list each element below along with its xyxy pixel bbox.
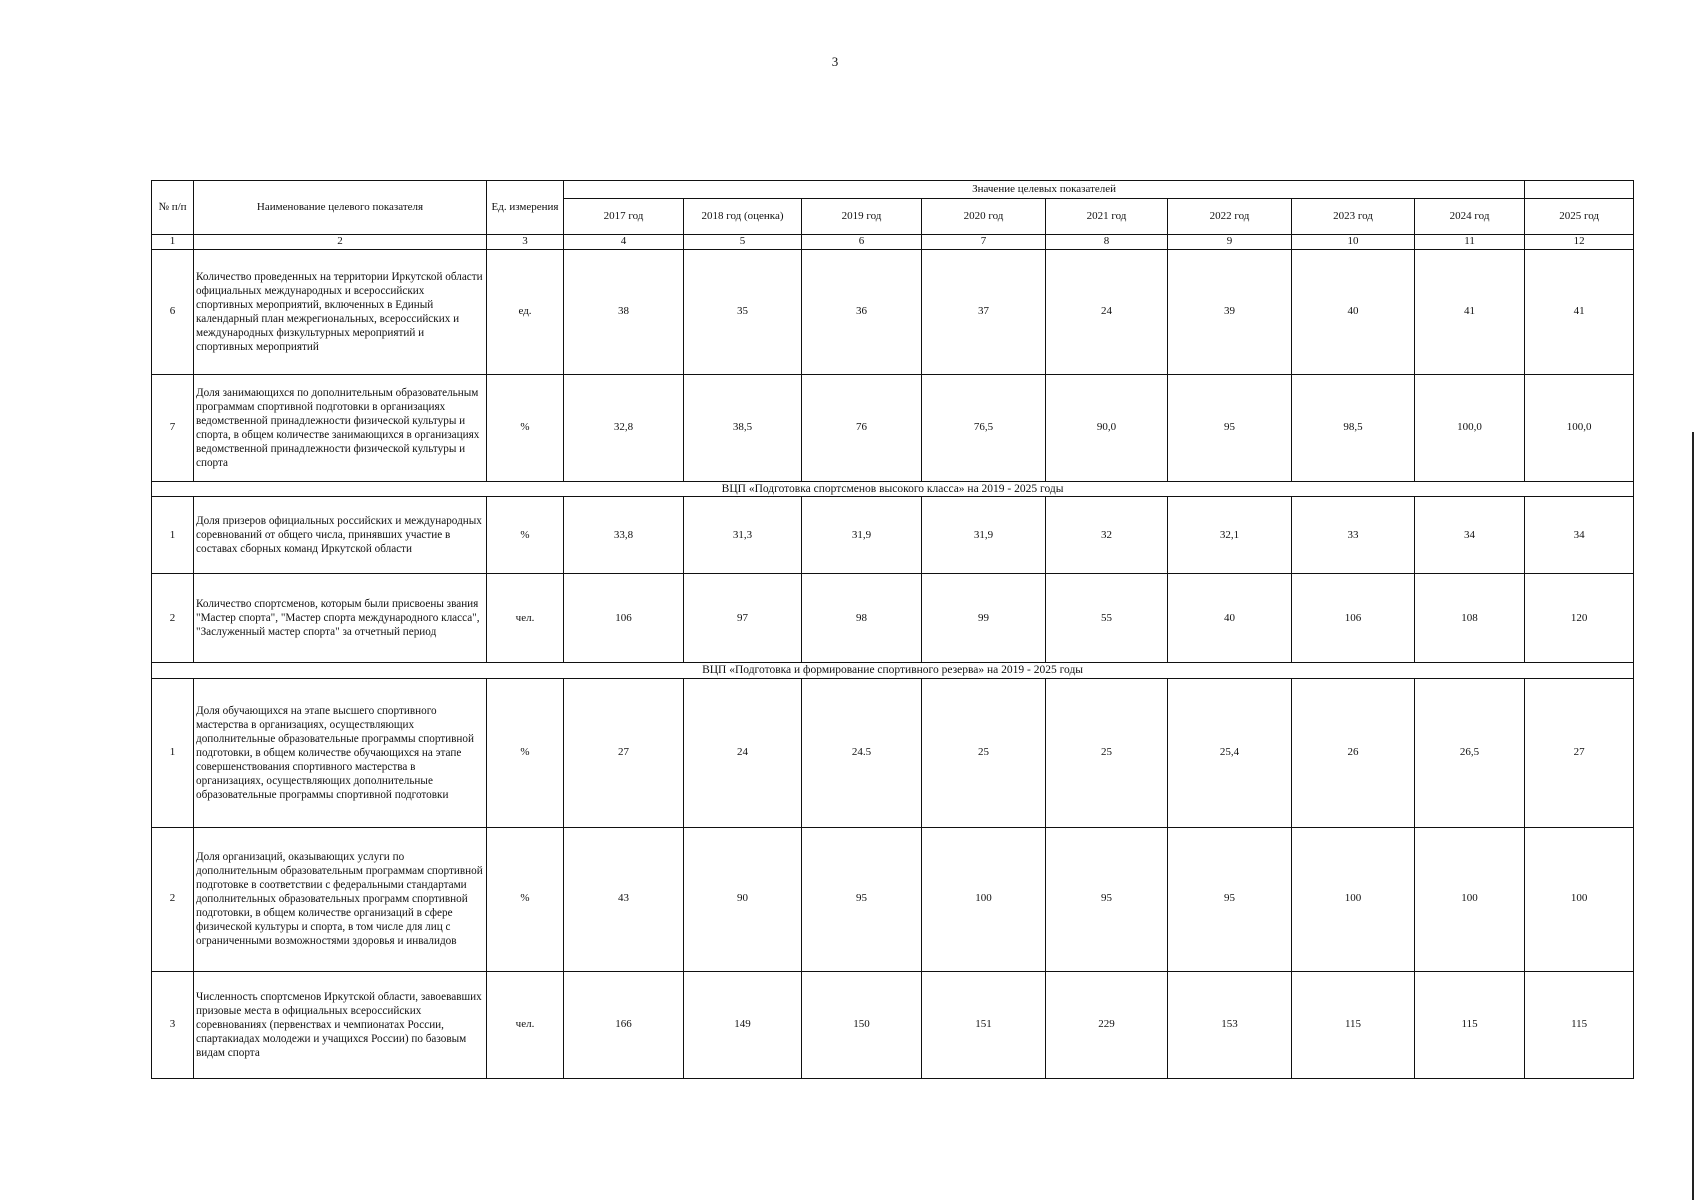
value-cell: 40 xyxy=(1292,250,1415,375)
value-cell: 40 xyxy=(1168,574,1292,663)
indicator-name: Доля обучающихся на этапе высшего спортивного мастерства в организациях, осуществляющих дополнительные образовательные программы спортивной подготовки, в общем количестве обучающихся на этапе совершенствования спортивного мастерства в организациях, осуществляющих дополнительные образовательные программы спортивной подготовки xyxy=(194,678,487,827)
header-year: 2019 год xyxy=(802,199,922,235)
table-row xyxy=(152,678,1634,827)
table-row xyxy=(152,375,1634,482)
value-cell: 100 xyxy=(1415,827,1525,971)
column-number: 11 xyxy=(1415,235,1525,250)
value-cell: 33,8 xyxy=(564,497,684,574)
indicator-name: Доля организаций, оказывающих услуги по дополнительным образовательным программам спортивной подготовке в соответствии с федеральными стандартами дополнительных образовательных программ спортивной подготовки, в общем количестве организаций в сфере физической культуры и спорта, в том числе для лиц с ограниченными возможностями здоровья и инвалидов xyxy=(194,827,487,971)
value-cell: 41 xyxy=(1415,250,1525,375)
table-row xyxy=(152,250,1634,375)
column-number: 5 xyxy=(684,235,802,250)
value-cell: 95 xyxy=(802,827,922,971)
column-number: 4 xyxy=(564,235,684,250)
value-cell: 33 xyxy=(1292,497,1415,574)
value-cell: 100,0 xyxy=(1415,375,1525,482)
value-cell: 32,8 xyxy=(564,375,684,482)
value-cell: 24.5 xyxy=(802,678,922,827)
column-number: 8 xyxy=(1046,235,1168,250)
value-cell: 25,4 xyxy=(1168,678,1292,827)
value-cell: 32 xyxy=(1046,497,1168,574)
value-cell: 24 xyxy=(684,678,802,827)
indicators-table xyxy=(151,180,1634,1079)
section-title: ВЦП «Подготовка и формирование спортивного резерва» на 2019 - 2025 годы xyxy=(152,663,1634,678)
indicator-name: Доля занимающихся по дополнительным образовательным программам спортивной подготовки в организациях ведомственной принадлежности физической культуры и спорта, в общем количестве занимающихся в организациях ведомственной принадлежности физической культуры и спорта xyxy=(194,375,487,482)
header-year: 2023 год xyxy=(1292,199,1415,235)
value-cell: 99 xyxy=(922,574,1046,663)
row-number: 1 xyxy=(152,678,194,827)
value-cell: 108 xyxy=(1415,574,1525,663)
header-year: 2020 год xyxy=(922,199,1046,235)
value-cell: 90,0 xyxy=(1046,375,1168,482)
value-cell: 31,3 xyxy=(684,497,802,574)
value-cell: 43 xyxy=(564,827,684,971)
value-cell: 76,5 xyxy=(922,375,1046,482)
value-cell: 26,5 xyxy=(1415,678,1525,827)
unit-cell: % xyxy=(487,678,564,827)
unit-cell: % xyxy=(487,375,564,482)
value-cell: 38 xyxy=(564,250,684,375)
indicator-name: Численность спортсменов Иркутской области, завоевавших призовые места в официальных всероссийских соревнованиях (первенствах и чемпионатах России, спартакиадах молодежи и учащихся России) по базовым видам спорта xyxy=(194,971,487,1078)
unit-cell: чел. xyxy=(487,574,564,663)
value-cell: 95 xyxy=(1168,375,1292,482)
row-number: 1 xyxy=(152,497,194,574)
indicator-name: Доля призеров официальных российских и международных соревнований от общего числа, принявших участие в составах сборных команд Иркутской области xyxy=(194,497,487,574)
column-numbers-row xyxy=(152,235,1634,250)
value-cell: 115 xyxy=(1292,971,1415,1078)
value-cell: 27 xyxy=(564,678,684,827)
value-cell: 98,5 xyxy=(1292,375,1415,482)
row-number: 2 xyxy=(152,574,194,663)
value-cell: 150 xyxy=(802,971,922,1078)
scan-edge-line xyxy=(1692,432,1694,1200)
header-year: 2024 год xyxy=(1415,199,1525,235)
value-cell: 35 xyxy=(684,250,802,375)
header-year: 2021 год xyxy=(1046,199,1168,235)
value-cell: 98 xyxy=(802,574,922,663)
value-cell: 97 xyxy=(684,574,802,663)
value-cell: 25 xyxy=(922,678,1046,827)
indicator-name: Количество спортсменов, которым были присвоены звания "Мастер спорта", "Мастер спорта международного класса", "Заслуженный мастер спорта" за отчетный период xyxy=(194,574,487,663)
header-unit: Ед. измерения xyxy=(487,181,564,235)
value-cell: 151 xyxy=(922,971,1046,1078)
unit-cell: % xyxy=(487,827,564,971)
header-blank xyxy=(1525,181,1634,199)
table-row xyxy=(152,827,1634,971)
value-cell: 95 xyxy=(1046,827,1168,971)
value-cell: 31,9 xyxy=(922,497,1046,574)
column-number: 6 xyxy=(802,235,922,250)
value-cell: 115 xyxy=(1525,971,1634,1078)
column-number: 7 xyxy=(922,235,1046,250)
unit-cell: чел. xyxy=(487,971,564,1078)
column-number: 10 xyxy=(1292,235,1415,250)
value-cell: 106 xyxy=(564,574,684,663)
value-cell: 120 xyxy=(1525,574,1634,663)
value-cell: 32,1 xyxy=(1168,497,1292,574)
value-cell: 27 xyxy=(1525,678,1634,827)
column-number: 12 xyxy=(1525,235,1634,250)
row-number: 7 xyxy=(152,375,194,482)
header-values-group: Значение целевых показателей xyxy=(564,181,1525,199)
header-year: 2017 год xyxy=(564,199,684,235)
value-cell: 34 xyxy=(1415,497,1525,574)
section-row xyxy=(152,663,1634,678)
header-name: Наименование целевого показателя xyxy=(194,181,487,235)
value-cell: 229 xyxy=(1046,971,1168,1078)
table-row xyxy=(152,574,1634,663)
value-cell: 41 xyxy=(1525,250,1634,375)
table-row xyxy=(152,971,1634,1078)
section-title: ВЦП «Подготовка спортсменов высокого класса» на 2019 - 2025 годы xyxy=(152,482,1634,497)
indicators-table-wrapper xyxy=(151,180,1633,1079)
header-year: 2018 год (оценка) xyxy=(684,199,802,235)
value-cell: 25 xyxy=(1046,678,1168,827)
value-cell: 153 xyxy=(1168,971,1292,1078)
value-cell: 37 xyxy=(922,250,1046,375)
unit-cell: % xyxy=(487,497,564,574)
table-row xyxy=(152,497,1634,574)
value-cell: 39 xyxy=(1168,250,1292,375)
value-cell: 166 xyxy=(564,971,684,1078)
value-cell: 100,0 xyxy=(1525,375,1634,482)
value-cell: 31,9 xyxy=(802,497,922,574)
section-row xyxy=(152,482,1634,497)
value-cell: 26 xyxy=(1292,678,1415,827)
value-cell: 24 xyxy=(1046,250,1168,375)
value-cell: 149 xyxy=(684,971,802,1078)
value-cell: 34 xyxy=(1525,497,1634,574)
value-cell: 36 xyxy=(802,250,922,375)
value-cell: 90 xyxy=(684,827,802,971)
value-cell: 76 xyxy=(802,375,922,482)
value-cell: 95 xyxy=(1168,827,1292,971)
value-cell: 55 xyxy=(1046,574,1168,663)
header-num: № п/п xyxy=(152,181,194,235)
column-number: 3 xyxy=(487,235,564,250)
value-cell: 38,5 xyxy=(684,375,802,482)
column-number: 9 xyxy=(1168,235,1292,250)
row-number: 6 xyxy=(152,250,194,375)
column-number: 2 xyxy=(194,235,487,250)
page-number: 3 xyxy=(831,54,839,69)
value-cell: 115 xyxy=(1415,971,1525,1078)
column-number: 1 xyxy=(152,235,194,250)
value-cell: 100 xyxy=(922,827,1046,971)
table-body xyxy=(152,250,1634,1079)
unit-cell: ед. xyxy=(487,250,564,375)
value-cell: 106 xyxy=(1292,574,1415,663)
value-cell: 100 xyxy=(1292,827,1415,971)
header-year: 2025 год xyxy=(1525,199,1634,235)
value-cell: 100 xyxy=(1525,827,1634,971)
row-number: 2 xyxy=(152,827,194,971)
row-number: 3 xyxy=(152,971,194,1078)
header-year: 2022 год xyxy=(1168,199,1292,235)
indicator-name: Количество проведенных на территории Иркутской области официальных международных и всероссийских спортивных мероприятий, включенных в Единый календарный план межрегиональных, всероссийских и международных физкультурных мероприятий и спортивных мероприятий xyxy=(194,250,487,375)
